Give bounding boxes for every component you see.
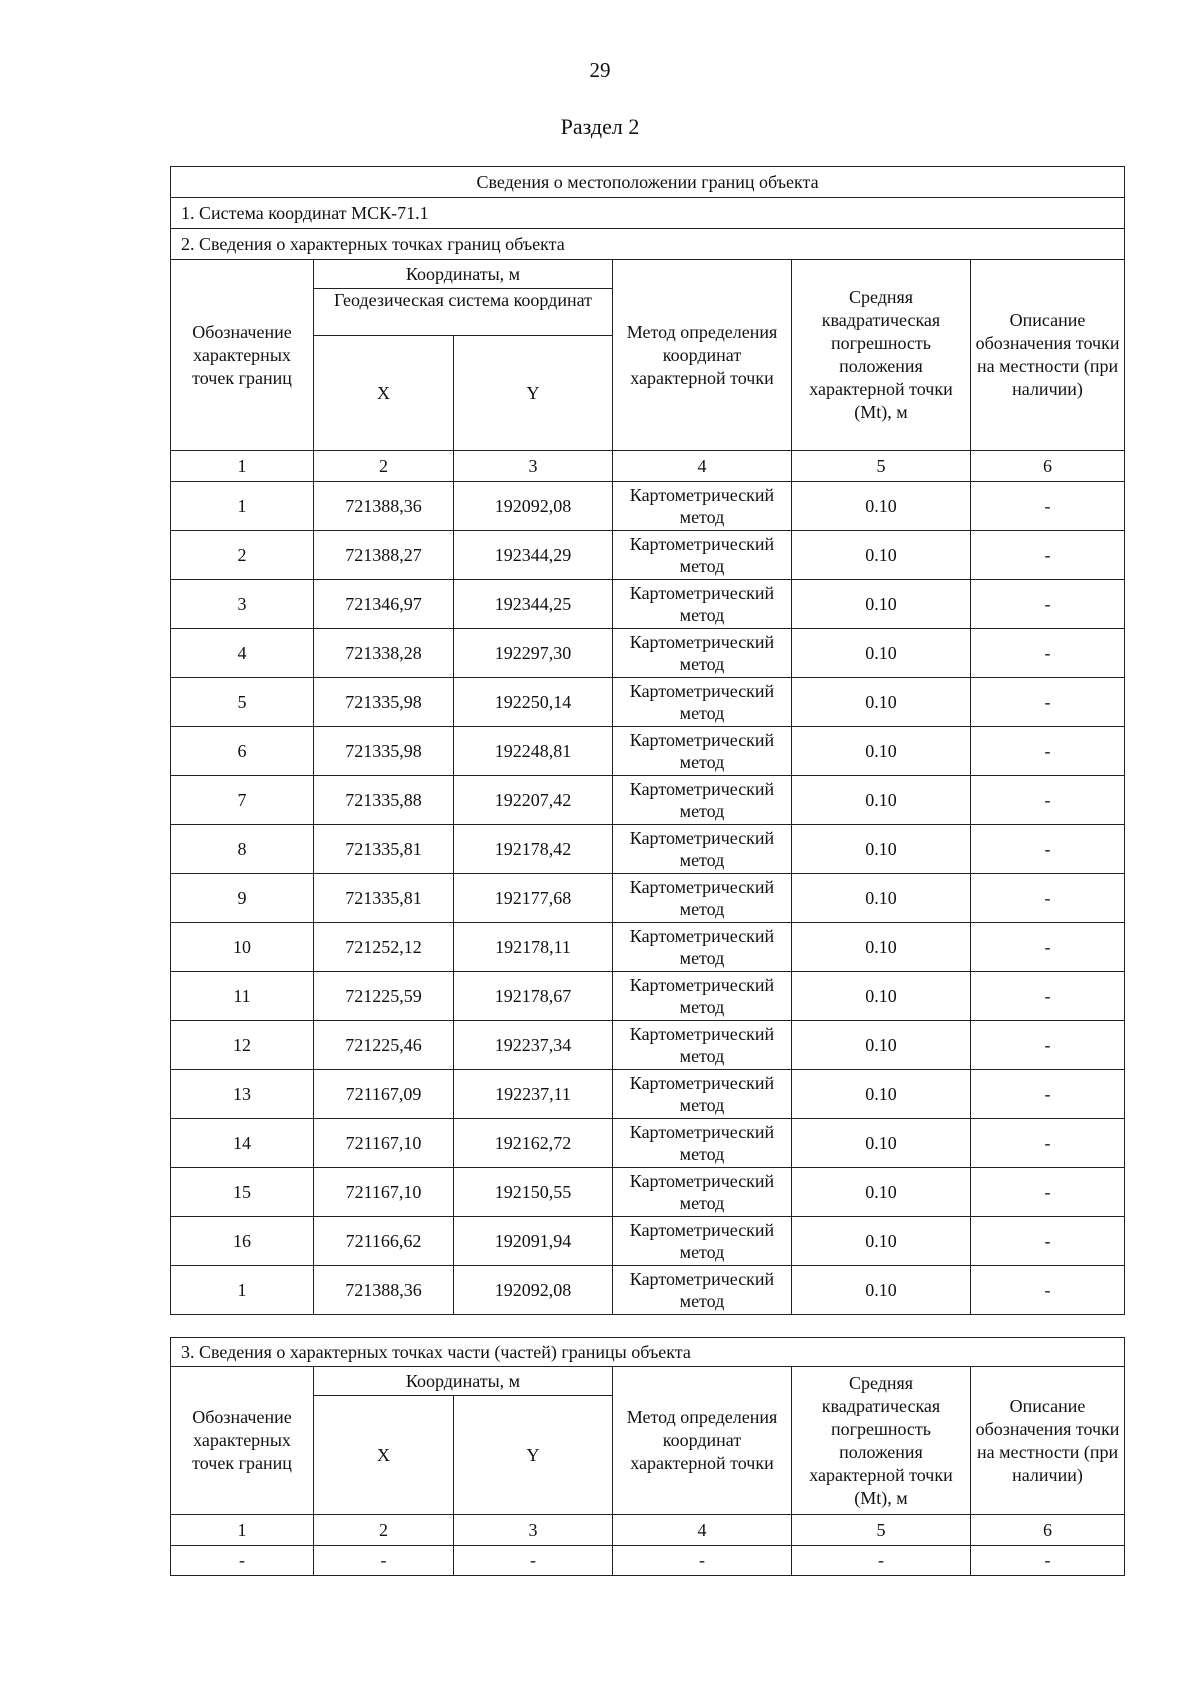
- coord-x: 721335,81: [314, 825, 454, 874]
- error-cell: 0.10: [792, 1021, 971, 1070]
- header-coordinates: Координаты, м: [314, 1367, 613, 1396]
- coord-x: 721167,10: [314, 1119, 454, 1168]
- method-cell: Картометрический метод: [613, 531, 792, 580]
- point-number: 6: [171, 727, 314, 776]
- description-cell: -: [971, 1168, 1125, 1217]
- method-cell: Картометрический метод: [613, 580, 792, 629]
- method-cell: Картометрический метод: [613, 727, 792, 776]
- column-number: 6: [971, 1515, 1125, 1546]
- description-cell: -: [971, 1021, 1125, 1070]
- description-cell: -: [971, 678, 1125, 727]
- description-cell: -: [971, 825, 1125, 874]
- column-number: 4: [613, 1515, 792, 1546]
- error-cell: 0.10: [792, 531, 971, 580]
- point-number: 1: [171, 1266, 314, 1315]
- column-number: 6: [971, 451, 1125, 482]
- point-number: 2: [171, 531, 314, 580]
- table-row: [171, 531, 1125, 580]
- coord-x: 721167,09: [314, 1070, 454, 1119]
- coordinate-system: 1. Система координат МСК-71.1: [171, 198, 1125, 229]
- column-number: 3: [454, 451, 613, 482]
- coord-y: 192150,55: [454, 1168, 613, 1217]
- coord-x: 721335,81: [314, 874, 454, 923]
- coord-y: 192178,67: [454, 972, 613, 1021]
- description-cell: -: [971, 923, 1125, 972]
- table-row: [171, 629, 1125, 678]
- method-cell: Картометрический метод: [613, 1217, 792, 1266]
- table-row: [171, 1119, 1125, 1168]
- description-cell: -: [971, 1266, 1125, 1315]
- coord-x: 721346,97: [314, 580, 454, 629]
- coord-y: 192092,08: [454, 1266, 613, 1315]
- method-cell: Картометрический метод: [613, 1021, 792, 1070]
- coord-y: 192344,29: [454, 531, 613, 580]
- method-cell: Картометрический метод: [613, 678, 792, 727]
- coord-x: 721388,27: [314, 531, 454, 580]
- method-cell: Картометрический метод: [613, 825, 792, 874]
- points-heading: 2. Сведения о характерных точках границ объекта: [171, 229, 1125, 260]
- description-cell: -: [971, 972, 1125, 1021]
- method-cell: Картометрический метод: [613, 1168, 792, 1217]
- column-number: 4: [613, 451, 792, 482]
- description-cell: -: [971, 482, 1125, 531]
- error-cell: 0.10: [792, 972, 971, 1021]
- error-cell: 0.10: [792, 825, 971, 874]
- point-number: 4: [171, 629, 314, 678]
- point-number: 15: [171, 1168, 314, 1217]
- error-cell: 0.10: [792, 1266, 971, 1315]
- coord-y: 192248,81: [454, 727, 613, 776]
- coord-y: 192297,30: [454, 629, 613, 678]
- point-number: 10: [171, 923, 314, 972]
- error-cell: 0.10: [792, 1070, 971, 1119]
- column-number: 5: [792, 451, 971, 482]
- coord-y: 192162,72: [454, 1119, 613, 1168]
- error-cell: 0.10: [792, 580, 971, 629]
- coord-y: 192344,25: [454, 580, 613, 629]
- empty-cell: -: [792, 1546, 971, 1576]
- column-number: 2: [314, 451, 454, 482]
- method-cell: Картометрический метод: [613, 972, 792, 1021]
- header-x: X: [314, 336, 454, 451]
- table-row: [171, 972, 1125, 1021]
- column-numbers-row: [171, 1515, 1125, 1546]
- description-cell: -: [971, 776, 1125, 825]
- point-number: 14: [171, 1119, 314, 1168]
- method-cell: Картометрический метод: [613, 874, 792, 923]
- header-geodetic-system: Геодезическая система координат: [314, 289, 613, 336]
- point-number: 13: [171, 1070, 314, 1119]
- coord-y: 192237,11: [454, 1070, 613, 1119]
- table-row: [171, 580, 1125, 629]
- column-number: 1: [171, 1515, 314, 1546]
- error-cell: 0.10: [792, 1119, 971, 1168]
- error-cell: 0.10: [792, 629, 971, 678]
- description-cell: -: [971, 629, 1125, 678]
- header-method: Метод определения координат характерной точки: [613, 1367, 792, 1515]
- table-row: [171, 678, 1125, 727]
- description-cell: -: [971, 874, 1125, 923]
- method-cell: Картометрический метод: [613, 776, 792, 825]
- coord-x: 721388,36: [314, 1266, 454, 1315]
- empty-cell: -: [314, 1546, 454, 1576]
- point-number: 11: [171, 972, 314, 1021]
- coord-x: 721252,12: [314, 923, 454, 972]
- header-error: Средняя квадратическая погрешность положения характерной точки (Mt), м: [792, 260, 971, 451]
- coord-x: 721225,46: [314, 1021, 454, 1070]
- table-row: [171, 776, 1125, 825]
- coord-x: 721166,62: [314, 1217, 454, 1266]
- method-cell: Картометрический метод: [613, 1119, 792, 1168]
- table-row: [171, 482, 1125, 531]
- point-number: 5: [171, 678, 314, 727]
- empty-cell: -: [171, 1546, 314, 1576]
- header-description: Описание обозначения точки на местности (при наличии): [971, 260, 1125, 451]
- coord-y: 192178,42: [454, 825, 613, 874]
- coord-x: 721338,28: [314, 629, 454, 678]
- coord-x: 721225,59: [314, 972, 454, 1021]
- header-description: Описание обозначения точки на местности (при наличии): [971, 1367, 1125, 1515]
- point-number: 16: [171, 1217, 314, 1266]
- point-number: 1: [171, 482, 314, 531]
- description-cell: -: [971, 1070, 1125, 1119]
- table-row: [171, 1021, 1125, 1070]
- method-cell: Картометрический метод: [613, 923, 792, 972]
- boundary-points-table: [170, 166, 1125, 1315]
- error-cell: 0.10: [792, 482, 971, 531]
- column-number: 5: [792, 1515, 971, 1546]
- header-coordinates: Координаты, м: [314, 260, 613, 289]
- error-cell: 0.10: [792, 776, 971, 825]
- coord-x: 721335,98: [314, 727, 454, 776]
- table-row: [171, 874, 1125, 923]
- coord-x: 721335,98: [314, 678, 454, 727]
- header-x: X: [314, 1396, 454, 1515]
- coord-x: 721167,10: [314, 1168, 454, 1217]
- point-number: 7: [171, 776, 314, 825]
- table-row: [171, 825, 1125, 874]
- point-number: 3: [171, 580, 314, 629]
- error-cell: 0.10: [792, 678, 971, 727]
- table-row: [171, 727, 1125, 776]
- header-designation: Обозначение характерных точек границ: [171, 260, 314, 451]
- header-error: Средняя квадратическая погрешность положения характерной точки (Mt), м: [792, 1367, 971, 1515]
- empty-cell: -: [454, 1546, 613, 1576]
- coord-x: 721388,36: [314, 482, 454, 531]
- point-number: 12: [171, 1021, 314, 1070]
- coord-y: 192207,42: [454, 776, 613, 825]
- error-cell: 0.10: [792, 1217, 971, 1266]
- description-cell: -: [971, 531, 1125, 580]
- method-cell: Картометрический метод: [613, 482, 792, 531]
- table-row: [171, 1266, 1125, 1315]
- part-points-heading: 3. Сведения о характерных точках части (частей) границы объекта: [171, 1338, 1125, 1367]
- point-number: 9: [171, 874, 314, 923]
- error-cell: 0.10: [792, 923, 971, 972]
- page-number: 29: [589, 58, 611, 82]
- column-number: 3: [454, 1515, 613, 1546]
- description-cell: -: [971, 727, 1125, 776]
- column-number: 1: [171, 451, 314, 482]
- coord-y: 192177,68: [454, 874, 613, 923]
- description-cell: -: [971, 580, 1125, 629]
- header-method: Метод определения координат характерной точки: [613, 260, 792, 451]
- description-cell: -: [971, 1217, 1125, 1266]
- coord-y: 192092,08: [454, 482, 613, 531]
- method-cell: Картометрический метод: [613, 1266, 792, 1315]
- coord-y: 192091,94: [454, 1217, 613, 1266]
- error-cell: 0.10: [792, 874, 971, 923]
- table-title: Сведения о местоположении границ объекта: [171, 167, 1125, 198]
- coord-y: 192250,14: [454, 678, 613, 727]
- header-y: Y: [454, 1396, 613, 1515]
- coord-y: 192178,11: [454, 923, 613, 972]
- column-number: 2: [314, 1515, 454, 1546]
- method-cell: Картометрический метод: [613, 629, 792, 678]
- table-row: [171, 1168, 1125, 1217]
- error-cell: 0.10: [792, 727, 971, 776]
- coord-x: 721335,88: [314, 776, 454, 825]
- error-cell: 0.10: [792, 1168, 971, 1217]
- empty-cell: -: [613, 1546, 792, 1576]
- header-y: Y: [454, 336, 613, 451]
- column-numbers-row: [171, 451, 1125, 482]
- table-row: [171, 923, 1125, 972]
- table-row: [171, 1070, 1125, 1119]
- method-cell: Картометрический метод: [613, 1070, 792, 1119]
- part-points-table: [170, 1337, 1125, 1576]
- table-row: [171, 1217, 1125, 1266]
- empty-cell: -: [971, 1546, 1125, 1576]
- coord-y: 192237,34: [454, 1021, 613, 1070]
- point-number: 8: [171, 825, 314, 874]
- table-row: [171, 1546, 1125, 1576]
- section-title: Раздел 2: [560, 114, 640, 139]
- header-designation: Обозначение характерных точек границ: [171, 1367, 314, 1515]
- description-cell: -: [971, 1119, 1125, 1168]
